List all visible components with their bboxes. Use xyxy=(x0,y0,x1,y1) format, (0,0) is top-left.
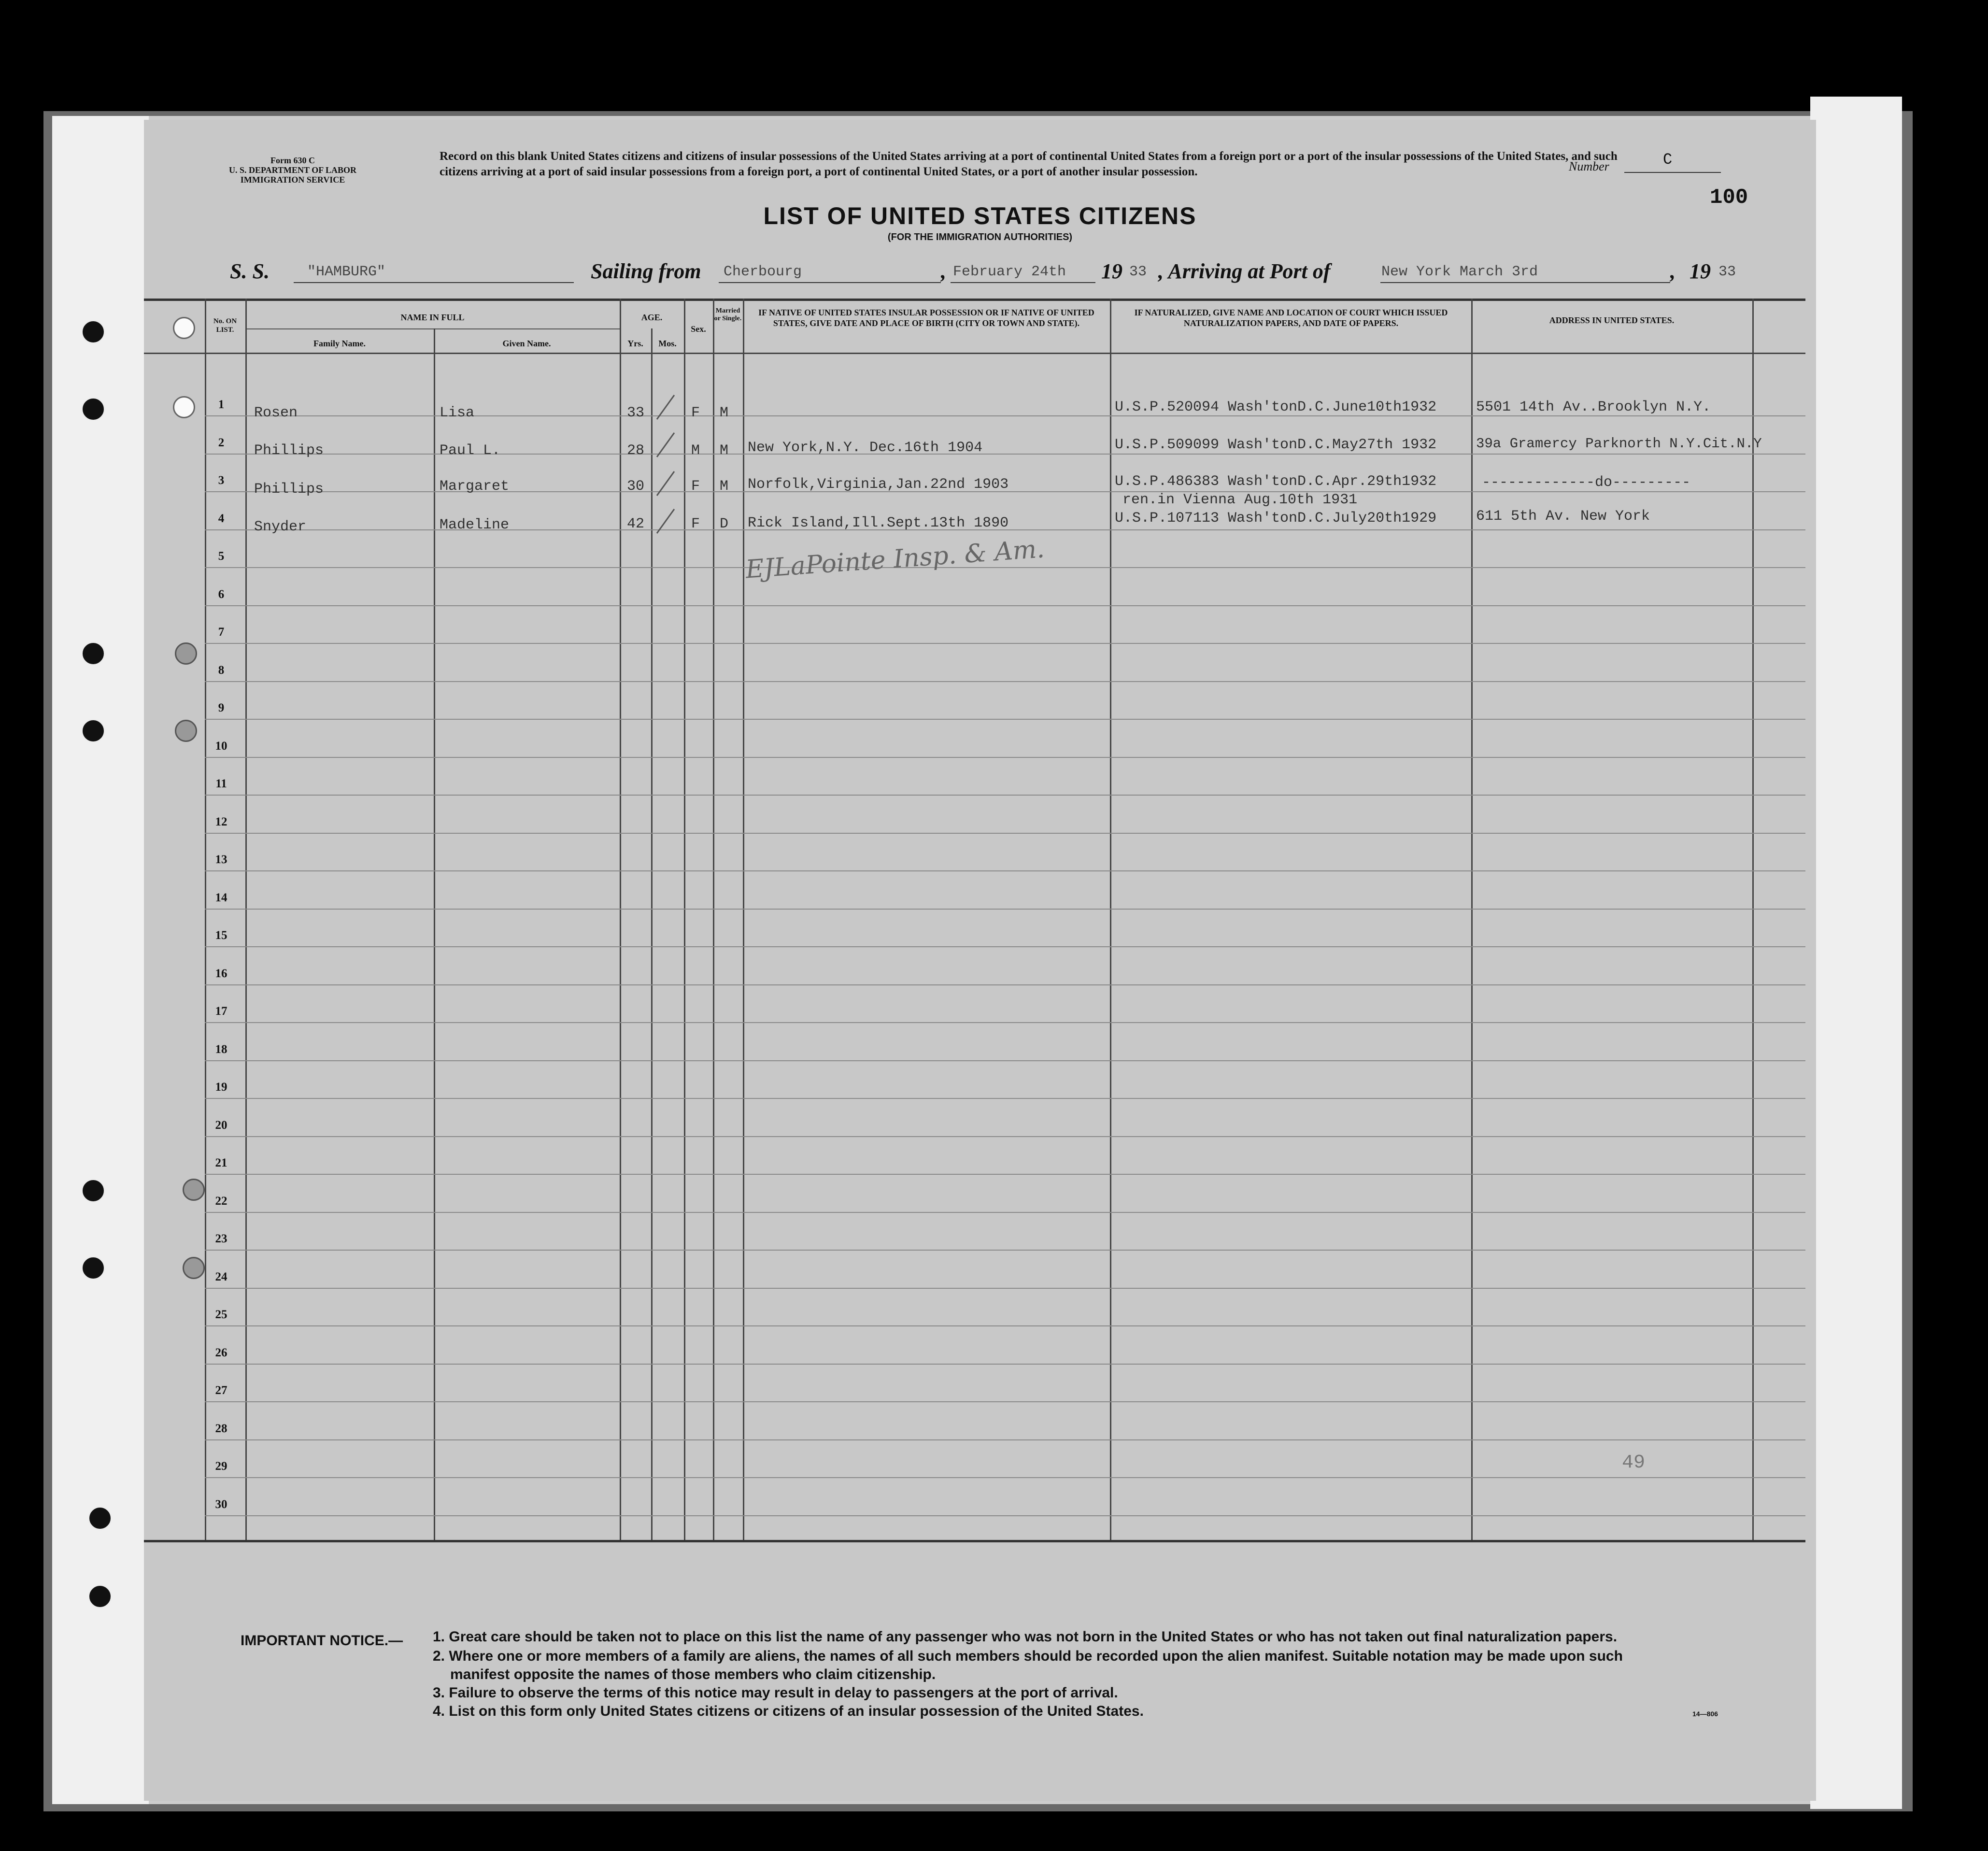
row-number: 7 xyxy=(218,626,225,639)
page-number: 100 xyxy=(1710,185,1748,210)
family-name: Phillips xyxy=(254,442,324,459)
ship-name: "HAMBURG" xyxy=(307,264,386,280)
row-rule xyxy=(205,1364,1805,1365)
from-underline xyxy=(719,282,941,283)
punch-hole-icon xyxy=(81,397,105,421)
punch-hole-icon xyxy=(81,1179,105,1203)
row-number: 3 xyxy=(218,474,225,487)
page-subtitle: (FOR THE IMMIGRATION AUTHORITIES) xyxy=(887,232,1073,242)
row-number: 18 xyxy=(215,1043,227,1056)
row-number: 23 xyxy=(215,1232,227,1245)
right-margin-strip xyxy=(1810,97,1902,1809)
row-number: 13 xyxy=(215,853,227,866)
row-rule xyxy=(205,795,1805,796)
row-rule xyxy=(205,1439,1805,1440)
notice-item-4: 4. List on this form only United States citizens or citizens of an insular possession of the United States. xyxy=(433,1703,1144,1719)
left-margin-strip xyxy=(52,116,149,1804)
col-divider-family xyxy=(245,299,247,1540)
married-single: D xyxy=(720,516,729,532)
row-rule xyxy=(205,567,1805,568)
given-name: Madeline xyxy=(440,517,510,533)
row-rule xyxy=(205,909,1805,910)
comma-1: , xyxy=(941,259,946,283)
table-bottom-rule xyxy=(144,1540,1805,1542)
page-title: LIST OF UNITED STATES CITIZENS xyxy=(763,202,1197,229)
manifest-page xyxy=(144,120,1816,1801)
row-rule xyxy=(205,1288,1805,1289)
row-rule xyxy=(205,1250,1805,1251)
port-underline xyxy=(1380,282,1670,283)
year-suffix-2: 33 xyxy=(1718,264,1736,280)
header-birth: IF NATIVE OF UNITED STATES INSULAR POSSESSION OR IF NATIVE OF UNITED STATES, GIVE DATE AND PLACE OF BIRTH (CITY OR TOWN AND STATE). xyxy=(758,308,1094,328)
naturalization: U.S.P.509099 Wash'tonD.C.May27th 1932 xyxy=(1115,437,1437,453)
row-rule xyxy=(205,1325,1805,1326)
notice-item-1: 1. Great care should be taken not to place on this list the name of any passenger who was not born in the United States or who has not taken out final naturalization papers. xyxy=(433,1629,1618,1645)
row-number: 20 xyxy=(215,1119,227,1132)
punch-hole-icon xyxy=(88,1584,112,1609)
row-rule xyxy=(205,681,1805,682)
col-divider-birth xyxy=(743,299,744,1540)
punch-hole-icon xyxy=(81,719,105,743)
row-rule xyxy=(205,984,1805,985)
margin-circle-icon xyxy=(173,317,195,339)
col-divider-naturalized xyxy=(1110,299,1111,1540)
header-married-single: Married or Single. xyxy=(714,307,742,322)
row-number: 19 xyxy=(215,1081,227,1094)
row-number: 10 xyxy=(215,740,227,753)
age-tick-marks xyxy=(651,390,684,545)
row-number: 9 xyxy=(218,701,225,714)
ship-underline xyxy=(294,282,574,283)
col-divider-married xyxy=(713,299,714,1540)
service-name: IMMIGRATION SERVICE xyxy=(240,175,345,185)
number-underline xyxy=(1624,172,1721,173)
address: 39a Gramercy Parknorth N.Y.Cit.N.Y xyxy=(1476,436,1762,452)
row-number: 26 xyxy=(215,1346,227,1359)
ss-label: S. S. xyxy=(230,259,270,283)
year-prefix-1: 19 xyxy=(1101,259,1122,283)
address: 5501 14th Av..Brooklyn N.Y. xyxy=(1476,399,1711,415)
notice-item-3: 3. Failure to observe the terms of this notice may result in delay to passengers at the port of arrival. xyxy=(433,1685,1118,1701)
year-suffix-1: 33 xyxy=(1129,264,1147,280)
naturalization: U.S.P.520094 Wash'tonD.C.June10th1932 xyxy=(1115,399,1437,415)
row-rule xyxy=(205,1401,1805,1402)
number-label: Number xyxy=(1569,159,1609,173)
row-rule xyxy=(205,605,1805,606)
row-rule xyxy=(205,1212,1805,1213)
notice-title: IMPORTANT NOTICE.— xyxy=(241,1633,403,1649)
row-rule xyxy=(205,1174,1805,1175)
arrival-port: New York March 3rd xyxy=(1381,264,1538,280)
birth-date-place: New York,N.Y. Dec.16th 1904 xyxy=(748,440,983,456)
header-name-in-full: NAME IN FULL xyxy=(400,313,465,322)
col-divider-age xyxy=(620,299,621,1540)
married-single: M xyxy=(720,478,729,495)
arriving-label: , Arriving at Port of xyxy=(1158,259,1331,283)
row-rule xyxy=(205,643,1805,644)
row-number: 11 xyxy=(215,777,227,790)
row-number: 21 xyxy=(215,1156,227,1169)
header-bottom-rule xyxy=(144,353,1805,354)
header-family-name: Family Name. xyxy=(313,339,366,348)
col-divider-address xyxy=(1471,299,1473,1540)
sex: F xyxy=(691,516,700,532)
naturalization-note: ren.in Vienna Aug.10th 1931 xyxy=(1122,492,1358,508)
row-rule xyxy=(205,757,1805,758)
punch-hole-icon xyxy=(81,320,105,344)
header-given-name: Given Name. xyxy=(502,339,551,348)
address: -------------do--------- xyxy=(1482,474,1691,491)
row-rule xyxy=(205,1022,1805,1023)
col-divider-sex xyxy=(684,299,685,1540)
row-number: 8 xyxy=(218,664,225,677)
row-number: 17 xyxy=(215,1005,227,1018)
age-years: 30 xyxy=(627,478,645,495)
given-name: Paul L. xyxy=(440,442,501,459)
header-address: ADDRESS IN UNITED STATES. xyxy=(1549,315,1675,325)
header-months: Mos. xyxy=(658,339,677,348)
age-years: 28 xyxy=(627,442,645,459)
margin-number: 49 xyxy=(1622,1452,1646,1474)
header-years: Yrs. xyxy=(627,339,643,348)
row-rule xyxy=(205,870,1805,871)
married-single: M xyxy=(720,442,729,459)
given-name: Margaret xyxy=(440,478,510,495)
row-number: 28 xyxy=(215,1422,227,1435)
form-header-block xyxy=(215,156,370,185)
form-number: Form 630 C xyxy=(270,156,315,165)
department-name: U. S. DEPARTMENT OF LABOR xyxy=(228,165,357,175)
margin-circle-icon xyxy=(183,1179,205,1201)
inspector-signature: EJLaPointe Insp. & Am. xyxy=(744,534,1046,584)
col-divider-right xyxy=(1752,299,1754,1540)
naturalization: U.S.P.486383 Wash'tonD.C.Apr.29th1932 xyxy=(1115,473,1437,490)
row-number: 15 xyxy=(215,929,227,942)
birth-date-place: Norfolk,Virginia,Jan.22nd 1903 xyxy=(748,476,1009,493)
birth-date-place: Rick Island,Ill.Sept.13th 1890 xyxy=(748,515,1009,531)
row-number: 29 xyxy=(215,1460,227,1473)
row-number: 14 xyxy=(215,891,227,904)
header-age: AGE. xyxy=(641,313,663,322)
family-name: Rosen xyxy=(254,405,298,421)
punch-hole-icon xyxy=(81,1256,105,1280)
col-divider-number xyxy=(205,299,206,1540)
margin-circle-icon xyxy=(175,642,197,665)
sailing-date: February 24th xyxy=(953,264,1066,280)
form-code: 14—806 xyxy=(1692,1710,1718,1718)
number-value: C xyxy=(1663,151,1673,169)
row-number: 6 xyxy=(218,588,225,601)
row-number: 5 xyxy=(218,550,225,563)
header-sex: Sex. xyxy=(691,324,706,334)
table-top-rule xyxy=(144,299,1805,301)
departure-port: Cherbourg xyxy=(724,264,802,280)
arriving-label-text: Arriving at Port of xyxy=(1168,259,1331,283)
notice-item-2: 2. Where one or more members of a family are aliens, the names of all such members should be recorded upon the alien manifest. Suitable notation may be made upon such xyxy=(433,1648,1623,1664)
age-years: 42 xyxy=(627,516,645,532)
row-number: 2 xyxy=(218,436,225,449)
margin-circle-icon xyxy=(183,1257,205,1279)
row-number: 22 xyxy=(215,1195,227,1208)
name-subheader-rule xyxy=(245,328,620,329)
row-number: 30 xyxy=(215,1498,227,1511)
row-rule xyxy=(205,946,1805,947)
row-rule xyxy=(205,1477,1805,1478)
row-number: 24 xyxy=(215,1270,227,1283)
margin-circle-icon xyxy=(173,396,195,418)
row-rule xyxy=(205,833,1805,834)
sex: M xyxy=(691,442,700,459)
comma-2: , xyxy=(1670,259,1676,283)
row-number: 27 xyxy=(215,1384,227,1397)
notice-item-2-cont: manifest opposite the names of those members who claim citizenship. xyxy=(450,1666,936,1682)
row-number: 16 xyxy=(215,967,227,980)
sex: F xyxy=(691,405,700,421)
margin-circle-icon xyxy=(175,720,197,742)
row-number: 4 xyxy=(218,512,225,525)
year-prefix-2: 19 xyxy=(1690,259,1711,283)
record-instructions: Record on this blank United States citizens and citizens of insular possessions of the United States arriving at a port of continental United States from a foreign port or a port of the insular possessions of the United States, and such citizens arriving at a port of said insular possessions from a foreign port, a port of continental United States, or a port of another insular possession. xyxy=(440,150,1618,178)
married-single: M xyxy=(720,405,729,421)
address: 611 5th Av. New York xyxy=(1476,508,1650,525)
date-underline xyxy=(951,282,1095,283)
row-number: 12 xyxy=(215,815,227,828)
punch-hole-icon xyxy=(81,641,105,666)
family-name: Snyder xyxy=(254,519,307,535)
given-name: Lisa xyxy=(440,405,475,421)
sailing-label: Sailing from xyxy=(591,259,701,283)
punch-hole-icon xyxy=(88,1506,112,1530)
row-rule xyxy=(205,1136,1805,1137)
row-rule xyxy=(205,1515,1805,1516)
family-name: Phillips xyxy=(254,481,324,498)
row-rule xyxy=(205,1098,1805,1099)
row-rule xyxy=(205,719,1805,720)
row-number: 25 xyxy=(215,1308,227,1321)
naturalization: U.S.P.107113 Wash'tonD.C.July20th1929 xyxy=(1115,510,1437,527)
sex: F xyxy=(691,478,700,495)
header-naturalized: IF NATURALIZED, GIVE NAME AND LOCATION OF COURT WHICH ISSUED NATURALIZATION PAPERS, AND DATE OF PAPERS. xyxy=(1134,308,1448,328)
header-number: No. ON LIST. xyxy=(213,317,237,334)
row-number: 1 xyxy=(218,398,225,411)
row-rule xyxy=(205,1060,1805,1061)
col-divider-given xyxy=(434,328,435,1540)
age-years: 33 xyxy=(627,405,645,421)
